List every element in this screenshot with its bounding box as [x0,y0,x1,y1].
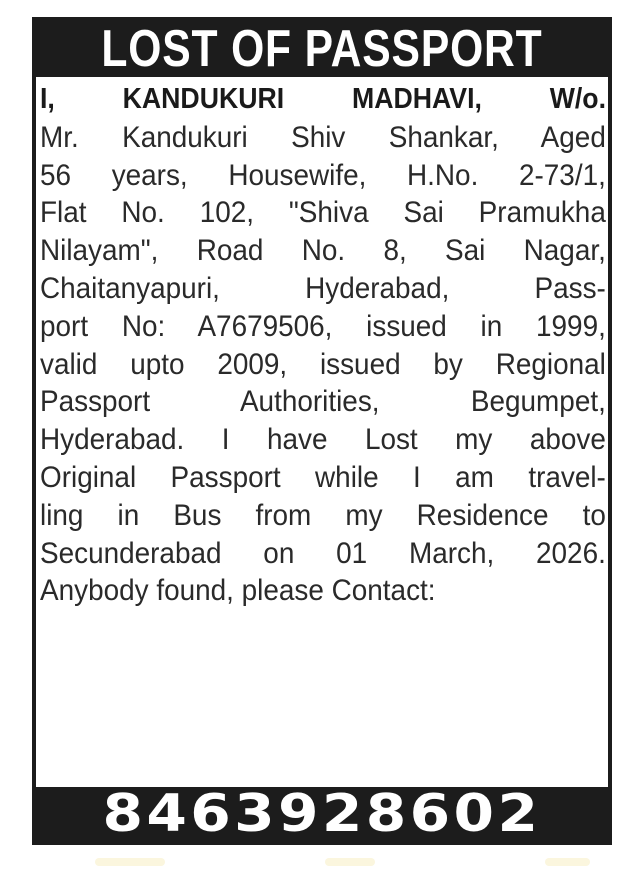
contact-phone-number: 8463928602 [102,784,542,844]
print-smudge [95,858,165,866]
notice-line: Original Passport while I am travel- [40,460,606,494]
notice-line: Flat No. 102, "Shiva Sai Pramukha [40,196,606,230]
notice-line-contact-prompt: Anybody found, please Contact: [40,574,436,608]
notice-line: port No: A7679506, issued in 1999, [40,309,606,343]
notice-line: Chaitanyapuri, Hyderabad, Pass- [40,271,606,305]
notice-body [40,81,606,610]
lost-passport-notice [32,17,612,845]
notice-line: Hyderabad. I have Lost my above [40,423,606,457]
notice-line: 56 years, Housewife, H.No. 2-73/1, [40,158,606,192]
notice-line: Passport Authorities, Begumpet, [40,385,606,419]
notice-line-declarant: I, KANDUKURI MADHAVI, W/o. [40,83,607,115]
notice-line: Secunderabad on 01 March, 2026. [40,536,606,570]
notice-title: LOST OF PASSPORT [101,20,543,78]
print-smudge [545,858,590,866]
notice-footer-band [36,784,608,844]
notice-line: Nilayam", Road No. 8, Sai Nagar, [40,234,606,268]
notice-line: ling in Bus from my Residence to [40,498,606,532]
notice-line: valid upto 2009, issued by Regional [40,347,606,381]
notice-header-band [36,21,608,77]
print-smudge [325,858,375,866]
notice-line: Mr. Kandukuri Shiv Shankar, Aged [40,120,606,154]
